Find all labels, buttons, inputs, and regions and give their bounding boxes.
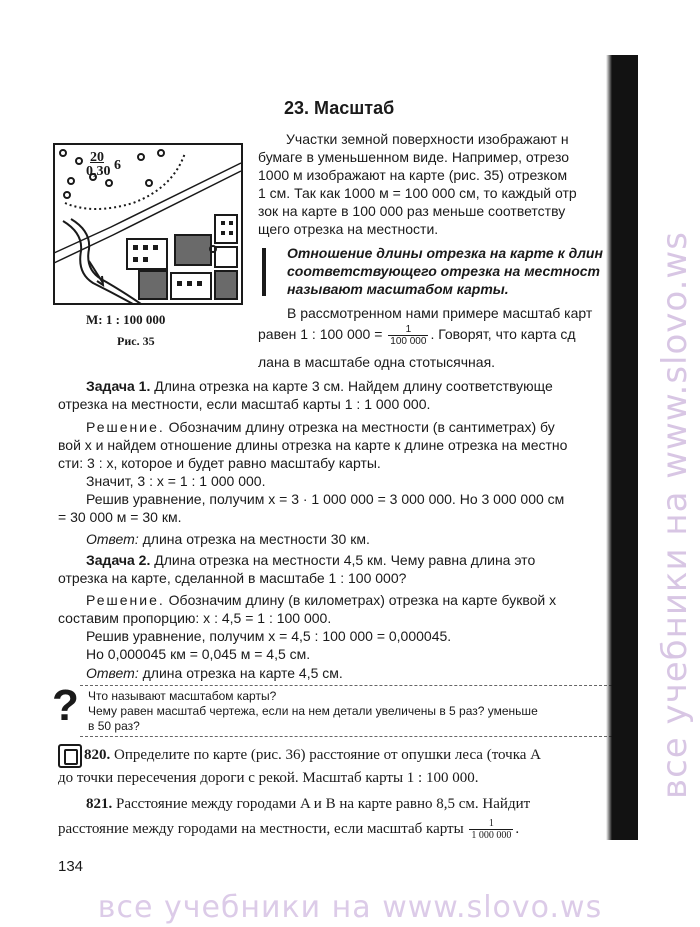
definition-line-2: соответствующего отрезка на местност [287,263,600,279]
task2-text: Длина отрезка на местности 4,5 км. Чему равна длина это [154,552,536,568]
definition-bar [262,248,266,296]
task1-answer-label: Ответ: [86,531,139,547]
side-watermark-text: все учебники на www.slovo.ws [655,231,696,799]
task2-solution-text: Обозначим длину (в километрах) отрезка на карте буквой x [168,592,557,608]
map-scale: М: 1 : 100 000 [86,312,166,327]
exercise-icon [58,744,82,768]
task2-solution-label: Решение. [86,592,165,608]
question-2: Чему равен масштаб чертежа, если на нем детали увеличены в 5 раз? уменьше [88,704,538,718]
exercise-821-number: 821. [86,796,113,812]
definition-line-1: Отношение длины отрезка на карте к длин [287,245,603,261]
task1-answer-text: длина отрезка на местности 30 км. [142,531,370,547]
definition-line-3: называют масштабом карты. [287,281,509,297]
example-fraction [388,324,428,347]
scan-shadow [612,55,638,840]
exercise-821-text-2: расстояние между городами на местности, если масштаб карты [58,820,464,837]
fraction-denominator: 100 000 [390,336,427,347]
example-line-2 [258,324,576,347]
task1-solution-line-1 [86,419,555,436]
task2-label: Задача 2. [86,552,151,568]
page-number: 134 [58,858,84,875]
side-watermark [650,120,700,910]
questions-top-divider [80,685,612,686]
task2-solution-line-4: Но 0,000045 км = 0,045 м = 4,5 см. [86,646,311,662]
task2-line-2: отрезка на карте, сделанной в масштабе 1 : 100 000? [58,570,407,586]
intro-line-4: 1 см. Так как 1000 м = 100 000 см, то каждый отр [258,185,577,201]
intro-line-5: зок на карте в 100 000 раз меньше соответству [258,203,566,219]
exercise-820-text: Определите по карте (рис. 36) расстояние от опушки леса (точка А [114,747,542,763]
map-label-denominator: 0,30 [86,164,111,179]
bottom-watermark: все учебники на www.slovo.ws [97,890,603,925]
exercise-821-fraction [469,818,513,841]
question-1: Что называют масштабом карты? [88,689,277,703]
fraction-numerator: 1 [388,324,428,336]
task2-solution-line-2: составим пропорцию: x : 4,5 = 1 : 100 000. [58,610,332,626]
task2-answer [86,665,343,682]
task1-solution-line-6: = 30 000 м = 30 км. [58,509,182,525]
task1-solution-line-5: Решив уравнение, получим x = 3 · 1 000 000 = 3 000 000. Но 3 000 000 см [86,491,565,507]
fraction-numerator: 1 [469,818,513,830]
map-figure [53,143,243,305]
figure-caption: Рис. 35 [117,334,155,348]
question-mark-icon: ? [52,681,79,730]
task1-line-2: отрезка на местности, если масштаб карты 1 : 1 000 000. [58,396,431,412]
exercise-821-line-1 [86,796,530,813]
example-line-3: лана в масштабе одна стотысячная. [258,354,496,370]
intro-line-1: Участки земной поверхности изображают н [286,131,569,147]
intro-line-6: щего отрезка на местности. [258,221,439,237]
example-equation: равен 1 : 100 000 = [258,326,383,343]
map-label-side: 6 [114,158,121,173]
exercise-820-line-1 [84,747,541,764]
task1-text: Длина отрезка на карте 3 см. Найдем длину соответствующе [154,378,553,394]
task1-solution-line-3: сти: 3 : x, которое и будет равно масштабу карты. [58,455,381,471]
task2-line-1 [86,552,535,569]
task1-solution-label: Решение. [86,419,165,435]
map-label-numerator: 20 [90,150,104,165]
task1-solution-text: Обозначим длину отрезка на местности (в сантиметрах) бу [168,419,555,435]
questions-bottom-divider [80,736,612,737]
example-equation-tail: . Говорят, что карта сд [430,326,576,343]
task2-solution-line-1 [86,592,556,609]
question-3: в 50 раз? [88,719,140,733]
task1-solution-line-2: вой x и найдем отношение длины отрезка на карте к длине отрезка на местно [58,437,568,453]
task2-solution-line-3: Решив уравнение, получим x = 4,5 : 100 000 = 0,000045. [86,628,452,644]
exercise-821-text: Расстояние между городами A и B на карте равно 8,5 см. Найдит [116,796,531,812]
intro-line-3: 1000 м изображают на карте (рис. 35) отрезком [258,167,568,183]
example-line-1: В рассмотренном нами примере масштаб карт [287,305,593,321]
task1-solution-line-4: Значит, 3 : x = 1 : 1 000 000. [86,473,266,489]
exercise-821-period: . [515,820,520,837]
exercise-821-line-2 [58,818,519,841]
section-heading: 23. Масштаб [284,98,395,118]
intro-line-2: бумаге в уменьшенном виде. Например, отрезо [258,149,570,165]
task2-answer-label: Ответ: [86,665,139,681]
exercise-820-line-2: до точки пересечения дороги с рекой. Масштаб карты 1 : 100 000. [58,770,479,786]
task2-answer-text: длина отрезка на карте 4,5 см. [142,665,343,681]
exercise-820-number: 820. [84,747,111,763]
task1-answer [86,531,370,548]
task1-label: Задача 1. [86,378,151,394]
task1-line-1 [86,378,553,395]
fraction-denominator: 1 000 000 [471,830,512,841]
